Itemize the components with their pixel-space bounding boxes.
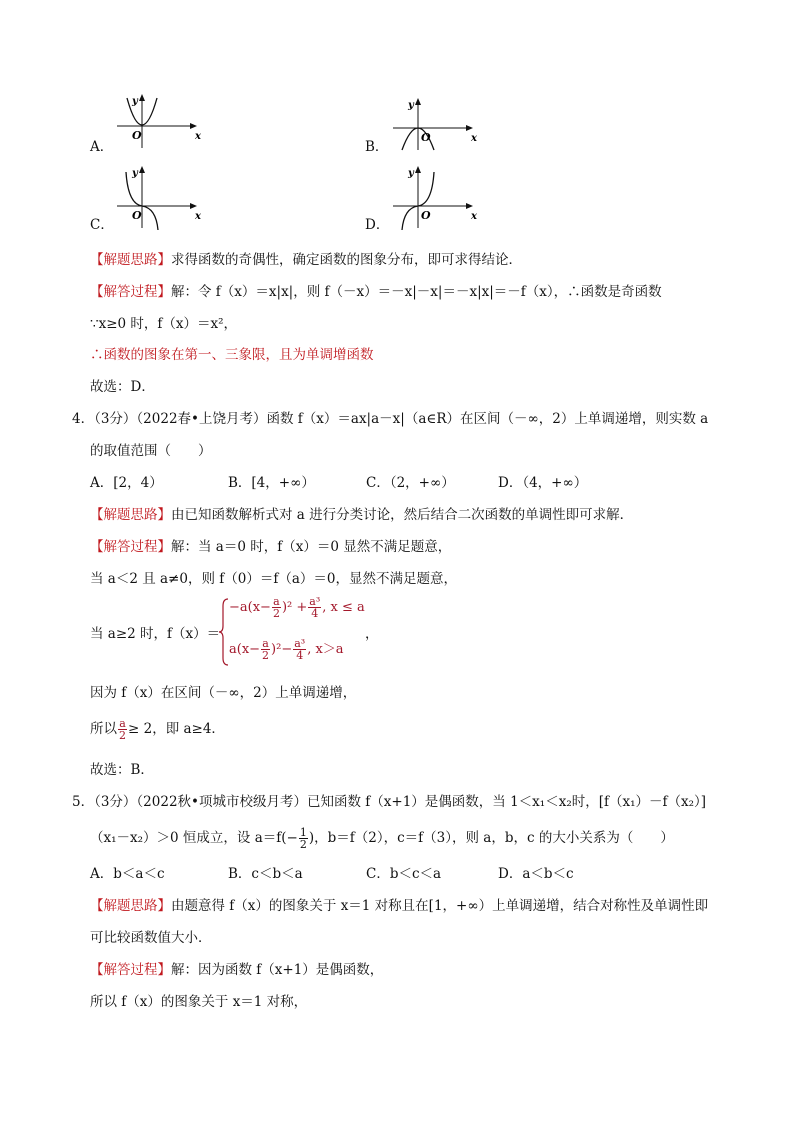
y-axis-label: y — [132, 168, 138, 179]
q5-option-b: B．c＜b＜a — [228, 866, 303, 882]
idea-text: 由已知函数解析式对 a 进行分类讨论，然后结合二次函数的单调性即可求解． — [171, 507, 634, 523]
option-d-label: D． — [365, 217, 390, 233]
q3-idea — [90, 250, 522, 270]
q4-idea — [90, 505, 633, 525]
q4-stem-line1: 4．（3分）（2022春•上饶月考）函数 f（x）＝ax|a－x|（a∈R）在区间（－∞，2）上单调递增，则实数 a — [72, 411, 709, 427]
q5-stem-line1: 5．（3分）（2022秋•项城市校级月考）已知函数 f（x+1）是偶函数，当 1＜x₁＜x₂时，[f（x₁）－f（x₂）] — [72, 794, 707, 810]
idea-tag: 【解题思路】 — [90, 898, 171, 914]
q5-stem-line2 — [90, 824, 674, 852]
piecewise-brace — [219, 598, 229, 666]
q4-line3-prefix: 当 a≥2 时，f（x）＝ — [90, 626, 221, 642]
frac-num: a³ — [309, 595, 321, 608]
q4-line2: 当 a＜2 且 a≠0，则 f（0）＝f（a）＝0，显然不满足题意， — [90, 571, 457, 587]
frac-num: a — [119, 717, 126, 730]
q5-idea-line2: 可比较函数值大小． — [90, 930, 212, 946]
case1-part2: )² + — [281, 600, 308, 615]
option-a-graph — [112, 92, 207, 150]
frac-den: 2 — [262, 649, 270, 662]
q4-answer: 故选：B． — [90, 762, 154, 778]
q4-option-d: D．（4，+∞） — [498, 475, 588, 491]
x-axis-label: x — [195, 131, 201, 142]
origin-label: O — [421, 209, 431, 222]
frac-num: 1 — [299, 826, 307, 839]
process-tag: 【解答过程】 — [90, 962, 171, 978]
option-c-graph — [112, 164, 207, 230]
origin-label: O — [421, 131, 431, 144]
frac-num: a — [262, 637, 269, 650]
process-text: 解：因为函数 f（x+1）是偶函数， — [171, 962, 384, 978]
q4-option-b: B．[4，+∞） — [228, 475, 315, 491]
origin-label: O — [132, 129, 142, 142]
case1-part3: , x ≤ a — [322, 600, 365, 615]
q5-idea — [90, 896, 708, 916]
process-tag: 【解答过程】 — [90, 539, 171, 555]
q4-stem-line2: 的取值范围（ ） — [90, 443, 212, 459]
origin-label: O — [132, 209, 142, 222]
stem2-part1: （x₁－x₂）＞0 恒成立，设 a＝f(− — [90, 830, 298, 846]
q4-option-c: C．（2，+∞） — [366, 475, 455, 491]
frac-num: a³ — [294, 637, 306, 650]
frac-den: 2 — [299, 838, 307, 851]
q4-line4: 因为 f（x）在区间（－∞，2）上单调递增， — [90, 685, 357, 701]
option-a-label: A． — [90, 139, 114, 155]
q3-process-line2: ∵x≥0 时，f（x）＝x²， — [90, 316, 238, 332]
x-axis-label: x — [471, 133, 477, 144]
case2-part3: , x＞a — [307, 642, 344, 657]
frac-den: 4 — [311, 607, 319, 620]
option-d-graph — [388, 164, 483, 230]
frac-den: 4 — [296, 649, 304, 662]
q3-answer: 故选：D． — [90, 379, 155, 395]
frac-den: 2 — [119, 729, 126, 742]
line5-suffix: ≥ 2，即 a≥4． — [128, 721, 225, 737]
x-axis-label: x — [195, 211, 201, 222]
q5-option-c: C．b＜c＜a — [366, 866, 442, 882]
idea-text: 由题意得 f（x）的图象关于 x＝1 对称且在[1，+∞）上单调递增，结合对称性及单调性即 — [171, 898, 709, 914]
case1-part1: −a(x− — [229, 600, 271, 615]
q5-line2: 所以 f（x）的图象关于 x＝1 对称， — [90, 994, 308, 1010]
q4-option-a: A．[2，4） — [90, 475, 163, 491]
line5-prefix: 所以 — [90, 721, 117, 737]
process-text: 解：当 a＝0 时，f（x）＝0 显然不满足题意， — [171, 539, 452, 555]
idea-tag: 【解题思路】 — [90, 507, 171, 523]
option-b-graph — [388, 96, 483, 152]
piecewise-case2 — [229, 638, 344, 661]
frac-num: a — [273, 595, 280, 608]
stem2-part2: )，b＝f（2），c＝f（3），则 a，b，c 的大小关系为（ ） — [308, 830, 674, 846]
option-b-label: B． — [365, 139, 389, 155]
option-c-label: C． — [90, 217, 114, 233]
q5-option-d: D．a＜b＜c — [498, 866, 574, 882]
case2-part1: a(x− — [229, 642, 261, 657]
idea-tag: 【解题思路】 — [90, 252, 171, 268]
process-tag: 【解答过程】 — [90, 284, 171, 300]
q3-process-line3: ∴函数的图象在第一、三象限，且为单调增函数 — [90, 347, 374, 363]
piecewise-case1 — [229, 596, 365, 619]
frac-den: 2 — [272, 607, 280, 620]
idea-text: 求得函数的奇偶性，确定函数的图象分布，即可求得结论． — [171, 252, 522, 268]
q5-process — [90, 960, 383, 980]
q4-line3-suffix: ， — [365, 626, 379, 642]
q5-option-a: A．b＜a＜c — [90, 866, 165, 882]
y-axis-label: y — [408, 168, 414, 179]
y-axis-label: y — [408, 100, 414, 111]
q4-process — [90, 537, 451, 557]
q4-line5 — [90, 715, 225, 743]
q3-process — [90, 282, 662, 302]
process-text: 解：令 f（x）＝x|x|，则 f（－x）＝－x|－x|＝－x|x|＝－f（x），∴函数是奇函数 — [171, 284, 662, 300]
y-axis-label: y — [132, 96, 138, 107]
x-axis-label: x — [471, 211, 477, 222]
case2-part2: )²− — [271, 642, 293, 657]
